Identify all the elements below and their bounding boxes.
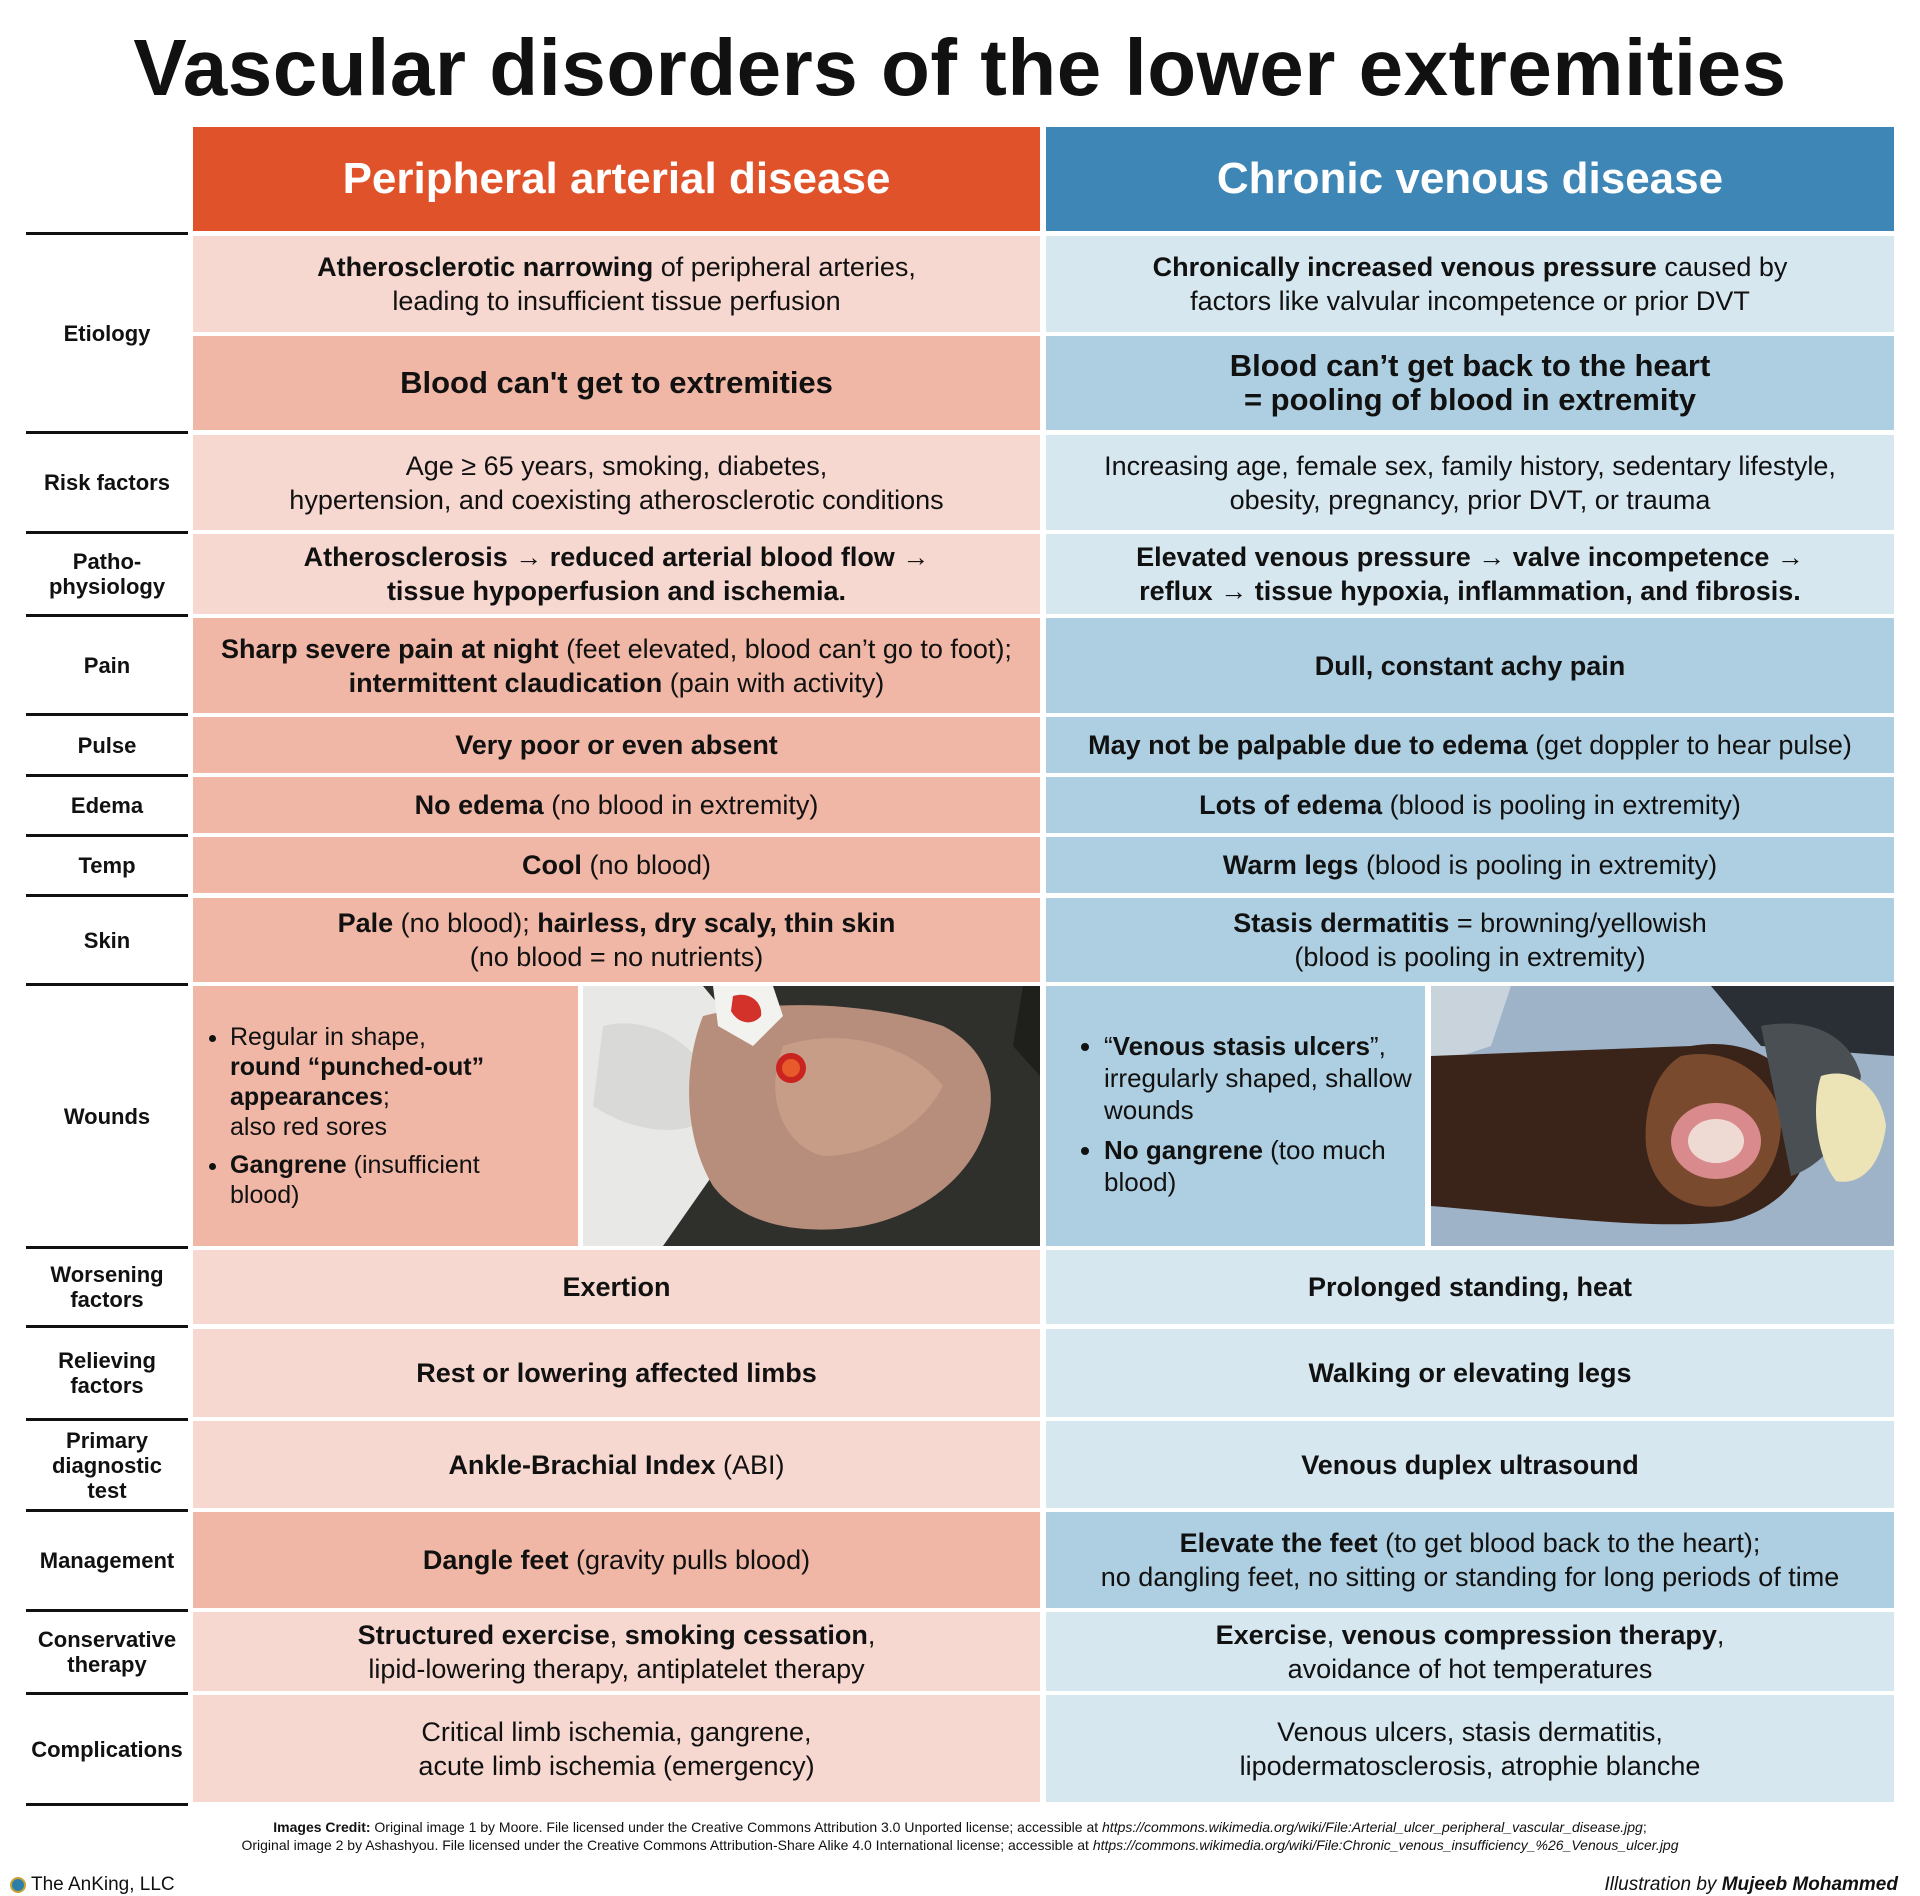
cvd-pathophysiology: Elevated venous pressure → valve incompetence → reflux → tissue hypoxia, inflammation, and fibrosis. — [1046, 534, 1894, 614]
credit-link-1[interactable]: https://commons.wikimedia.org/wiki/File:Arterial_ulcer_peripheral_vascular_disease.jpg — [1102, 1819, 1643, 1835]
image-credits-line-1: Images Credit: Original image 1 by Moore. File licensed under the Creative Commons Attribution 3.0 Unported license; accessible at https://commons.wikimedia.org/wiki/File:Arterial_ulcer_peripheral_vascular_disease.jpg; — [273, 1819, 1647, 1835]
cvd-relieving-factors: Walking or elevating legs — [1046, 1329, 1894, 1417]
pad-relieving-factors: Rest or lowering affected limbs — [193, 1329, 1040, 1417]
row-label-wounds: Wounds — [63, 1103, 151, 1129]
row-label-edema: Edema — [70, 793, 144, 818]
cvd-conservative-therapy: Exercise, venous compression therapy, avoidance of hot temperatures — [1046, 1612, 1894, 1691]
page-title: Vascular disorders of the lower extremities — [133, 23, 1787, 112]
row-label-worsening-factors: Worsening factors — [50, 1262, 164, 1312]
list-item: • Regular in shape, round “punched-out” appearances; also red sores — [230, 1022, 528, 1142]
cvd-wounds-list — [1072, 1030, 1422, 1206]
pad-edema: No edema (no blood in extremity) — [193, 777, 1040, 833]
pad-conservative-therapy: Structured exercise, smoking cessation, lipid-lowering therapy, antiplatelet therapy — [193, 1612, 1040, 1691]
row-label-complications: Complications — [31, 1736, 183, 1762]
row-label-risk-factors: Risk factors — [44, 470, 170, 495]
pad-complications: Critical limb ischemia, gangrene, acute limb ischemia (emergency) — [193, 1695, 1040, 1802]
header-peripheral-arterial-disease: Peripheral arterial disease — [193, 127, 1040, 231]
pad-primary-diagnostic-test: Ankle-Brachial Index (ABI) — [193, 1421, 1040, 1508]
pad-etiology: Atherosclerotic narrowing of peripheral arteries, leading to insufficient tissue perfusion — [193, 236, 1040, 332]
cvd-management: Elevate the feet (to get blood back to the heart); no dangling feet, no sitting or standing for long periods of time — [1046, 1512, 1894, 1608]
anking-logo-icon — [10, 1877, 26, 1893]
row-label-pathophysiology: Patho- physiology — [48, 549, 166, 599]
pad-temp: Cool (no blood) — [193, 837, 1040, 893]
list-item: • No gangrene (too much blood) — [1104, 1134, 1422, 1198]
cvd-pain: Dull, constant achy pain — [1046, 618, 1894, 713]
pad-etiology-summary: Blood can't get to extremities — [193, 336, 1040, 430]
row-divider — [26, 1803, 188, 1806]
cvd-pulse: May not be palpable due to edema (get doppler to hear pulse) — [1046, 717, 1894, 773]
cvd-temp: Warm legs (blood is pooling in extremity) — [1046, 837, 1894, 893]
pad-management: Dangle feet (gravity pulls blood) — [193, 1512, 1040, 1608]
pad-risk-factors: Age ≥ 65 years, smoking, diabetes, hypertension, and coexisting atherosclerotic conditions — [193, 435, 1040, 530]
row-label-pain: Pain — [83, 652, 131, 678]
pad-wounds-list — [198, 1022, 528, 1218]
pad-pain: Sharp severe pain at night (feet elevated, blood can’t go to foot); intermittent claudication (pain with activity) — [193, 618, 1040, 713]
cvd-etiology: Chronically increased venous pressure caused by factors like valvular incompetence or prior DVT — [1046, 236, 1894, 332]
pad-skin: Pale (no blood); hairless, dry scaly, thin skin (no blood = no nutrients) — [193, 898, 1040, 982]
row-label-etiology: Etiology — [63, 320, 151, 346]
cvd-skin: Stasis dermatitis = browning/yellowish (blood is pooling in extremity) — [1046, 898, 1894, 982]
arterial-ulcer-photo — [583, 986, 1040, 1246]
cvd-risk-factors: Increasing age, female sex, family history, sedentary lifestyle, obesity, pregnancy, prior DVT, or trauma — [1046, 435, 1894, 530]
list-item: • Gangrene (insufficient blood) — [230, 1150, 528, 1210]
company-name: The AnKing, LLC — [31, 1874, 175, 1895]
row-label-skin: Skin — [83, 927, 131, 953]
pad-worsening-factors: Exertion — [193, 1250, 1040, 1324]
pad-pulse: Very poor or even absent — [193, 717, 1040, 773]
row-label-primary-diagnostic-test: Primary diagnostic test — [51, 1427, 162, 1503]
cvd-complications: Venous ulcers, stasis dermatitis, lipodermatosclerosis, atrophie blanche — [1046, 1695, 1894, 1802]
pad-pathophysiology: Atherosclerosis → reduced arterial blood flow → tissue hypoperfusion and ischemia. — [193, 534, 1040, 614]
footer-company — [10, 1874, 175, 1896]
list-item: • “Venous stasis ulcers”, irregularly shaped, shallow wounds — [1104, 1030, 1422, 1126]
venous-ulcer-photo — [1431, 986, 1894, 1246]
image-credits-line-2: Original image 2 by Ashashyou. File licensed under the Creative Commons Attribution-Share Alike 4.0 International license; accessible at https://commons.wikimedia.org/wiki/File:Chronic_venous_insufficiency_%26_Venous_ulcer.jpg — [241, 1837, 1679, 1853]
header-chronic-venous-disease: Chronic venous disease — [1046, 127, 1894, 231]
row-label-pulse: Pulse — [77, 732, 137, 758]
footer-illustrator: Illustration by Mujeeb Mohammed — [1604, 1874, 1898, 1895]
credit-link-2[interactable]: https://commons.wikimedia.org/wiki/File:Chronic_venous_insufficiency_%26_Venous_ulcer.jpg — [1092, 1837, 1679, 1853]
row-label-relieving-factors: Relieving factors — [58, 1348, 156, 1398]
cvd-etiology-summary: Blood can’t get back to the heart = pooling of blood in extremity — [1046, 336, 1894, 430]
row-label-conservative-therapy: Conservative therapy — [37, 1627, 177, 1677]
cvd-edema: Lots of edema (blood is pooling in extremity) — [1046, 777, 1894, 833]
cvd-worsening-factors: Prolonged standing, heat — [1046, 1250, 1894, 1324]
row-label-temp: Temp — [78, 853, 136, 878]
row-label-management: Management — [39, 1548, 175, 1573]
cvd-primary-diagnostic-test: Venous duplex ultrasound — [1046, 1421, 1894, 1508]
